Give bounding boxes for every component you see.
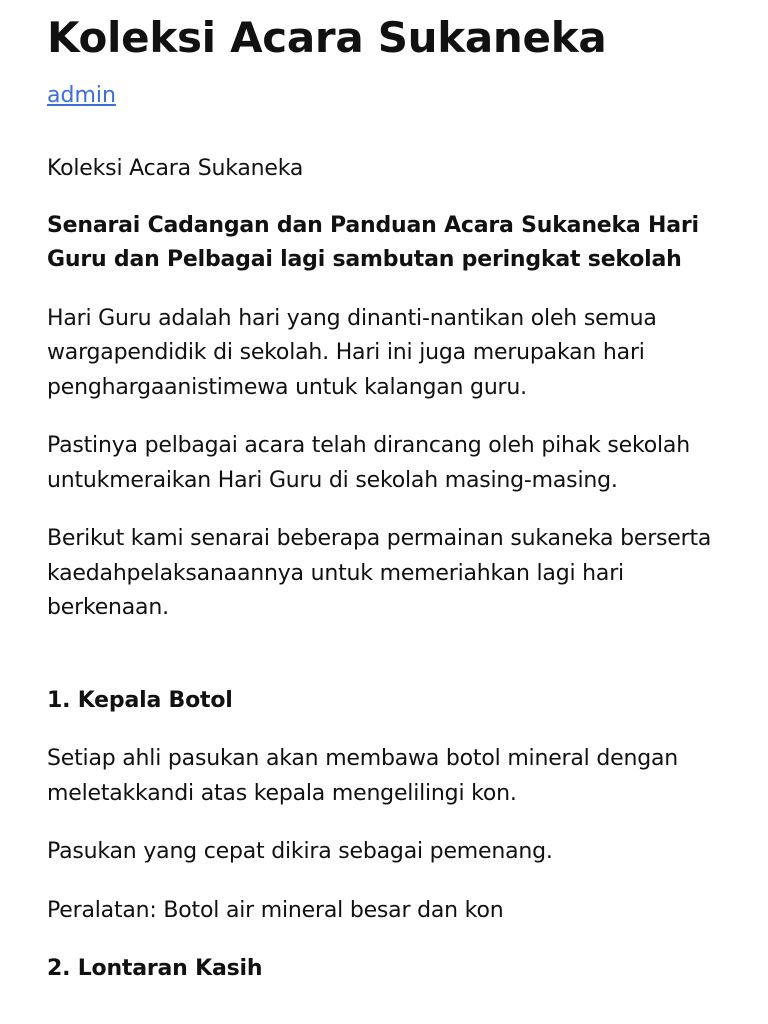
page-title: Koleksi Acara Sukaneka xyxy=(47,13,607,62)
paragraph: Berikut kami senarai beberapa permainan sukaneka berserta kaedahpelaksanaannya untuk memeriahkan lagi hari berkenaan. xyxy=(47,526,712,620)
section-heading: 1. Kepala Botol xyxy=(47,687,233,713)
section-heading: 2. Lontaran Kasih xyxy=(47,956,263,981)
paragraph: Peralatan: Botol air mineral besar dan kon xyxy=(47,897,504,923)
author-link[interactable]: admin xyxy=(47,83,116,108)
paragraph: Pastinya pelbagai acara telah dirancang oleh pihak sekolah untukmeraikan Hari Guru di sekolah masing-masing. xyxy=(47,433,690,493)
article-subtitle: Senarai Cadangan dan Panduan Acara Sukaneka Hari Guru dan Pelbagai lagi sambutan peringkat sekolah xyxy=(47,212,699,272)
intro-text: Koleksi Acara Sukaneka xyxy=(47,156,304,181)
paragraph: Pasukan yang cepat dikira sebagai pemenang. xyxy=(47,839,553,864)
paragraph: Setiap ahli pasukan akan membawa botol mineral dengan meletakkandi atas kepala mengelilingi kon. xyxy=(47,746,679,806)
paragraph: Hari Guru adalah hari yang dinanti-nantikan oleh semua wargapendidik di sekolah. Hari ini juga merupakan hari penghargaanistimewa untuk kalangan guru. xyxy=(47,305,657,400)
